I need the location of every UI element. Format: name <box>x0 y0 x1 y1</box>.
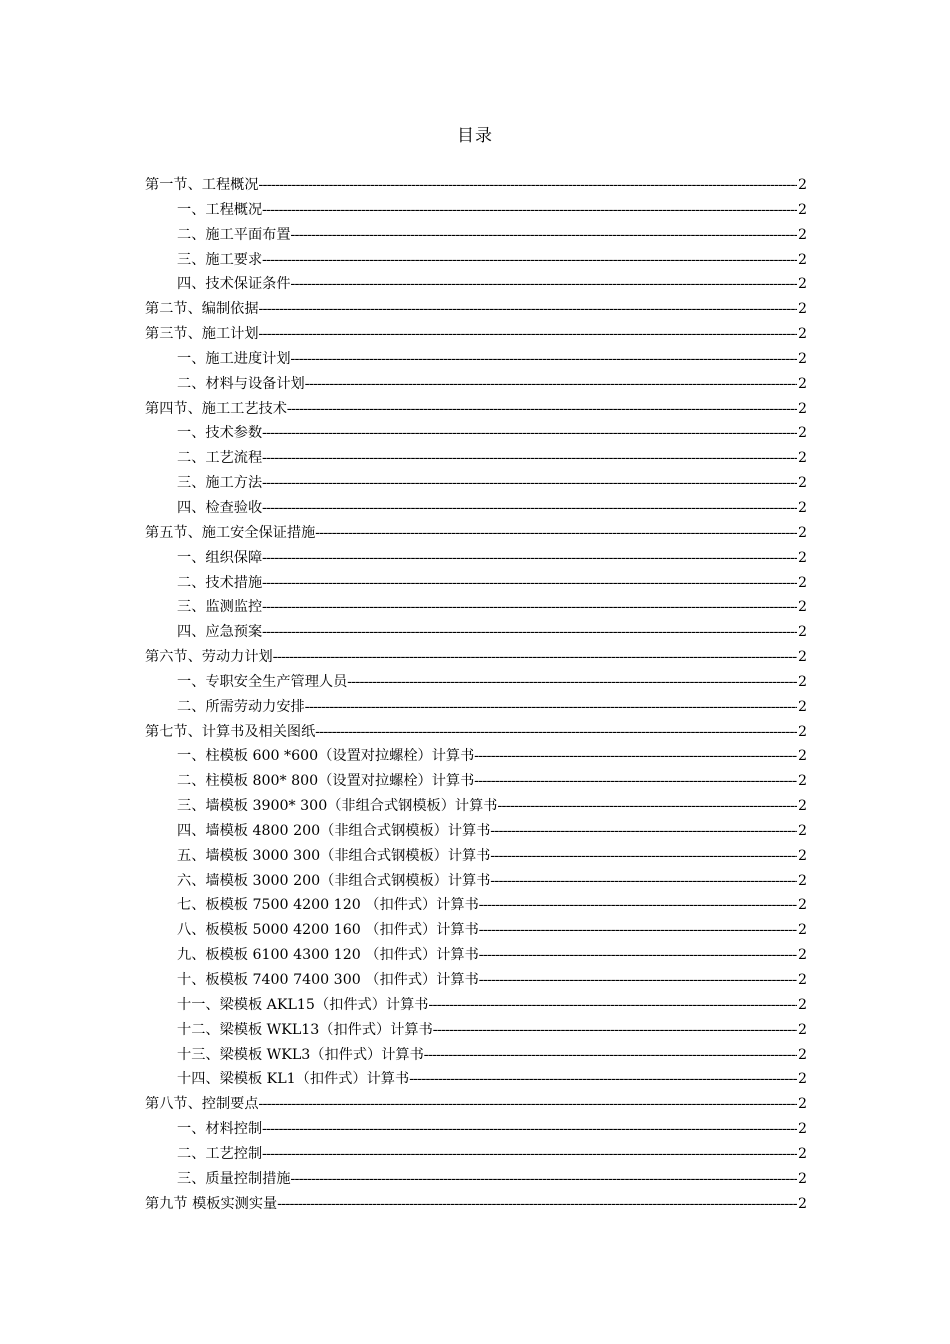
toc-page-number: 2 <box>797 748 807 765</box>
toc-entry-label: 三、墙模板 3900* 300（非组合式钢模板）计算书 <box>177 798 498 815</box>
toc-page-number: 2 <box>797 1145 807 1162</box>
toc-subsection-entry[interactable] <box>145 471 807 496</box>
toc-dot-leader <box>259 173 797 198</box>
toc-page-number: 2 <box>797 822 807 839</box>
toc-dot-leader <box>479 893 797 918</box>
toc-subsection-entry[interactable] <box>145 844 807 869</box>
toc-entry-label: 四、检查验收 <box>177 499 263 516</box>
toc-page-number: 2 <box>797 798 807 815</box>
toc-entry-label: 三、监测监控 <box>177 599 263 616</box>
toc-subsection-entry[interactable] <box>145 993 807 1018</box>
toc-entry-label: 第四节、施工工艺技术 <box>145 400 287 417</box>
toc-dot-leader <box>433 1018 797 1043</box>
toc-subsection-entry[interactable] <box>145 670 807 695</box>
toc-subsection-entry[interactable] <box>145 372 807 397</box>
toc-dot-leader <box>479 968 797 993</box>
toc-subsection-entry[interactable] <box>145 446 807 471</box>
toc-page-number: 2 <box>797 698 807 715</box>
toc-page-number: 2 <box>797 897 807 914</box>
toc-section-entry[interactable] <box>145 720 807 745</box>
toc-entry-label: 十二、梁模板 WKL13（扣件式）计算书 <box>177 1021 433 1038</box>
toc-dot-leader <box>347 670 797 695</box>
toc-dot-leader <box>409 1067 797 1092</box>
toc-entry-label: 七、板模板 7500 4200 120 （扣件式）计算书 <box>177 897 479 914</box>
toc-dot-leader <box>490 819 797 844</box>
toc-page-number: 2 <box>797 425 807 442</box>
toc-page-number: 2 <box>797 847 807 864</box>
toc-page-number: 2 <box>797 1046 807 1063</box>
toc-subsection-entry[interactable] <box>145 223 807 248</box>
toc-dot-leader <box>259 1092 797 1117</box>
toc-dot-leader <box>262 595 797 620</box>
toc-subsection-entry[interactable] <box>145 769 807 794</box>
toc-page-number: 2 <box>797 177 807 193</box>
toc-section-entry[interactable] <box>145 521 807 546</box>
toc-dot-leader <box>273 645 797 670</box>
toc-dot-leader <box>305 695 797 720</box>
toc-entry-label: 第三节、施工计划 <box>145 326 259 343</box>
toc-entry-label: 一、柱模板 600 *600（设置对拉螺栓）计算书 <box>177 748 475 765</box>
toc-subsection-entry[interactable] <box>145 347 807 372</box>
toc-entry-label: 一、技术参数 <box>177 425 263 442</box>
toc-entry-label: 第一节、工程概况 <box>145 177 259 193</box>
toc-entry-label: 第五节、施工安全保证措施 <box>145 524 316 541</box>
toc-section-entry[interactable] <box>145 322 807 347</box>
toc-page-number: 2 <box>797 972 807 988</box>
toc-dot-leader <box>262 1117 797 1142</box>
toc-dot-leader <box>428 993 797 1018</box>
toc-section-entry[interactable] <box>145 645 807 670</box>
toc-dot-leader <box>474 744 797 769</box>
toc-page-number: 2 <box>797 350 807 367</box>
toc-page-number: 2 <box>797 301 807 318</box>
toc-entry-label: 六、墙模板 3000 200（非组合式钢模板）计算书 <box>177 872 491 889</box>
toc-subsection-entry[interactable] <box>145 1043 807 1068</box>
toc-entry-label: 十一、梁模板 AKL15（扣件式）计算书 <box>177 996 429 1013</box>
toc-entry-label: 十四、梁模板 KL1（扣件式）计算书 <box>177 1071 410 1088</box>
toc-subsection-entry[interactable] <box>145 968 807 993</box>
toc-page-number: 2 <box>797 1096 807 1113</box>
toc-subsection-entry[interactable] <box>145 496 807 521</box>
toc-section-entry[interactable] <box>145 397 807 422</box>
toc-page-number: 2 <box>797 549 807 566</box>
toc-dot-leader <box>479 918 797 943</box>
toc-dot-leader <box>262 620 797 645</box>
toc-page-number: 2 <box>797 450 807 467</box>
toc-dot-leader <box>305 372 797 397</box>
toc-dot-leader <box>287 397 797 422</box>
toc-subsection-entry[interactable] <box>145 248 807 273</box>
toc-dot-leader <box>490 844 797 869</box>
toc-entry-label: 十、板模板 7400 7400 300 （扣件式）计算书 <box>177 972 479 988</box>
toc-subsection-entry[interactable] <box>145 918 807 943</box>
toc-entry-label: 三、施工方法 <box>177 475 263 492</box>
toc-dot-leader <box>291 223 797 248</box>
toc-subsection-entry[interactable] <box>145 695 807 720</box>
toc-subsection-entry[interactable] <box>145 272 807 297</box>
toc-entry-label: 第八节、控制要点 <box>145 1096 259 1113</box>
toc-entry-label: 一、专职安全生产管理人员 <box>177 673 348 690</box>
toc-page-number: 2 <box>797 649 807 666</box>
toc-dot-leader <box>479 943 797 968</box>
toc-page-number: 2 <box>797 624 807 641</box>
toc-dot-leader <box>315 521 797 546</box>
toc-entry-label: 二、技术措施 <box>177 574 263 591</box>
toc-dot-leader <box>259 297 797 322</box>
toc-entry-label: 三、质量控制措施 <box>177 1170 291 1187</box>
toc-page-number: 2 <box>797 251 807 268</box>
toc-dot-leader <box>262 1142 797 1167</box>
toc-dot-leader <box>262 198 797 223</box>
toc-entry-label: 十三、梁模板 WKL3（扣件式）计算书 <box>177 1046 424 1063</box>
toc-subsection-entry[interactable] <box>145 794 807 819</box>
toc-subsection-entry[interactable] <box>145 1167 807 1192</box>
toc-page-number: 2 <box>797 201 807 218</box>
toc-dot-leader <box>277 1192 797 1217</box>
toc-dot-leader <box>262 471 797 496</box>
toc-dot-leader <box>315 720 797 745</box>
toc-entry-label: 四、技术保证条件 <box>177 276 291 293</box>
toc-entry-label: 一、工程概况 <box>177 201 263 218</box>
toc-subsection-entry[interactable] <box>145 744 807 769</box>
toc-page-number: 2 <box>797 1170 807 1187</box>
toc-subsection-entry[interactable] <box>145 819 807 844</box>
toc-subsection-entry[interactable] <box>145 893 807 918</box>
toc-section-entry[interactable] <box>145 173 807 198</box>
toc-dot-leader <box>262 248 797 273</box>
toc-entry-label: 二、所需劳动力安排 <box>177 698 305 715</box>
toc-page-number: 2 <box>797 773 807 790</box>
toc-page-number: 2 <box>797 1021 807 1038</box>
toc-entry-label: 第二节、编制依据 <box>145 301 259 318</box>
toc-subsection-entry[interactable] <box>145 198 807 223</box>
toc-subsection-entry[interactable] <box>145 571 807 596</box>
toc-page-number: 2 <box>797 1071 807 1088</box>
toc-subsection-entry[interactable] <box>145 869 807 894</box>
toc-subsection-entry[interactable] <box>145 1117 807 1142</box>
toc-page-number: 2 <box>797 1195 807 1212</box>
toc-page-number: 2 <box>797 524 807 541</box>
toc-dot-leader <box>291 347 797 372</box>
toc-page-number: 2 <box>797 996 807 1013</box>
toc-page-number: 2 <box>797 922 807 939</box>
toc-section-entry[interactable] <box>145 1092 807 1117</box>
toc-page-number: 2 <box>797 872 807 889</box>
toc-dot-leader <box>291 272 797 297</box>
toc-section-entry[interactable] <box>145 1192 807 1217</box>
toc-entry-label: 二、材料与设备计划 <box>177 375 305 392</box>
toc-page-number: 2 <box>797 1121 807 1138</box>
toc-entry-label: 一、组织保障 <box>177 549 263 566</box>
toc-subsection-entry[interactable] <box>145 943 807 968</box>
toc-entry-label: 三、施工要求 <box>177 251 263 268</box>
toc-page-number: 2 <box>797 947 807 964</box>
toc-entry-label: 一、施工进度计划 <box>177 350 291 367</box>
toc-page-number: 2 <box>797 673 807 690</box>
toc-entry-label: 二、施工平面布置 <box>177 226 291 243</box>
toc-dot-leader <box>490 869 797 894</box>
toc-title: 目录 <box>457 126 493 146</box>
toc-dot-leader <box>262 446 797 471</box>
toc-subsection-entry[interactable] <box>145 595 807 620</box>
toc-dot-leader <box>262 421 797 446</box>
toc-dot-leader <box>474 769 797 794</box>
toc-entry-label: 四、墙模板 4800 200（非组合式钢模板）计算书 <box>177 822 491 839</box>
toc-page-number: 2 <box>797 276 807 293</box>
toc-entry-label: 第九节 模板实测实量 <box>145 1195 278 1212</box>
toc-page-number: 2 <box>797 723 807 740</box>
toc-dot-leader <box>424 1043 797 1068</box>
toc-subsection-entry[interactable] <box>145 421 807 446</box>
toc-page-number: 2 <box>797 475 807 492</box>
toc-entry-label: 一、材料控制 <box>177 1121 263 1138</box>
toc-dot-leader <box>262 546 797 571</box>
toc-entry-label: 八、板模板 5000 4200 160 （扣件式）计算书 <box>177 922 479 939</box>
toc-entry-label: 九、板模板 6100 4300 120 （扣件式）计算书 <box>177 947 479 964</box>
toc-entry-label: 二、柱模板 800* 800（设置对拉螺栓）计算书 <box>177 773 475 790</box>
toc-entry-label: 四、应急预案 <box>177 624 263 641</box>
toc-entry-label: 二、工艺流程 <box>177 450 263 467</box>
toc-page-number: 2 <box>797 499 807 516</box>
toc-entry-label: 第七节、计算书及相关图纸 <box>145 723 316 740</box>
toc-dot-leader <box>262 496 797 521</box>
toc-dot-leader <box>262 571 797 596</box>
toc-page-number: 2 <box>797 599 807 616</box>
toc-subsection-entry[interactable] <box>145 1142 807 1167</box>
toc-entry-label: 五、墙模板 3000 300（非组合式钢模板）计算书 <box>177 847 491 864</box>
toc-page-number: 2 <box>797 326 807 343</box>
toc-entry-label: 第六节、劳动力计划 <box>145 649 273 666</box>
toc-subsection-entry[interactable] <box>145 620 807 645</box>
toc-page-number: 2 <box>797 375 807 392</box>
toc-section-entry[interactable] <box>145 297 807 322</box>
toc-subsection-entry[interactable] <box>145 1067 807 1092</box>
toc-subsection-entry[interactable] <box>145 1018 807 1043</box>
toc-subsection-entry[interactable] <box>145 546 807 571</box>
toc-list <box>145 173 807 1216</box>
toc-page-number: 2 <box>797 574 807 591</box>
toc-dot-leader <box>291 1167 797 1192</box>
toc-page-number: 2 <box>797 226 807 243</box>
toc-page-number: 2 <box>797 400 807 417</box>
toc-dot-leader <box>259 322 797 347</box>
toc-entry-label: 二、工艺控制 <box>177 1145 263 1162</box>
toc-dot-leader <box>498 794 797 819</box>
